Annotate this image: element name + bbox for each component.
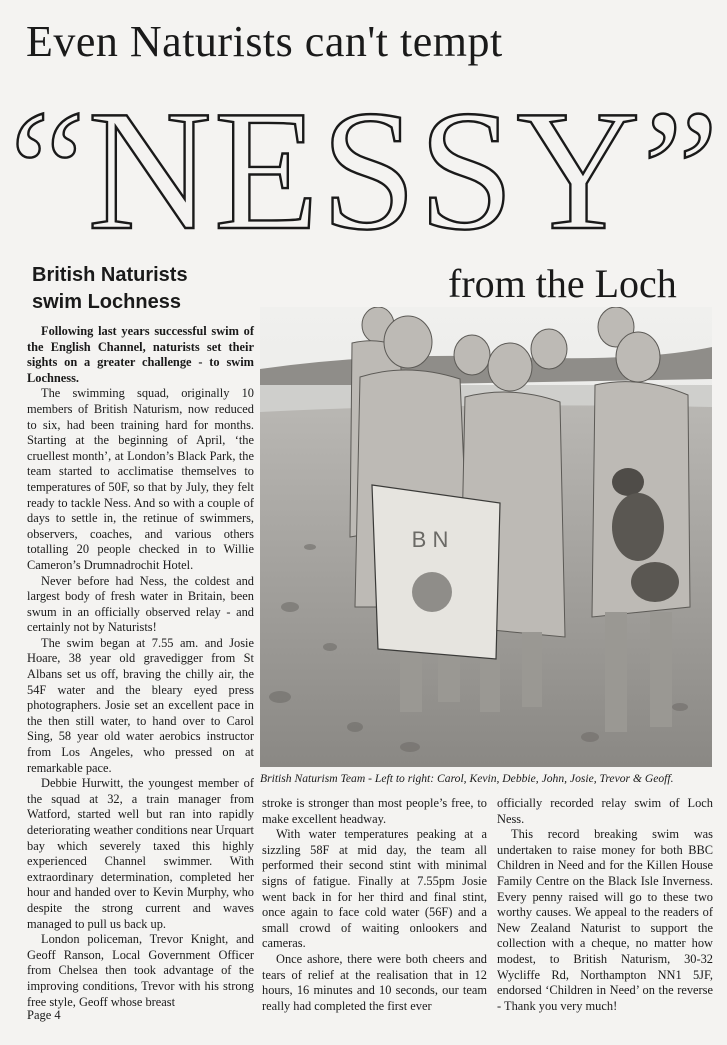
nessy-title	[8, 60, 723, 260]
nessy-title-graphic	[8, 60, 723, 260]
article-paragraph: Debbie Hurwitt, the youngest member of the squad at 32, a train manager from Watford, started well but ran into rapidly deteriorating weather conditions near Urquart bay which severely taxed this highly experienced Channel swimmer. With extraordinary determination, completed her hour and handed over to Kevin Murphy, who despite the strong current and waves managed to pull us back up.	[27, 776, 254, 931]
headline-line-2: swim Lochness	[32, 291, 181, 313]
photo-caption: British Naturism Team - Left to right: Carol, Kevin, Debbie, John, Josie, Trevor & Geoff.	[260, 772, 674, 785]
article-paragraph: This record breaking swim was undertaken to raise money for both BBC Children in Need and for the Killen House Family Centre on the Black Isle Inverness. Every penny raised will go to these two worthy causes. We appeal to the readers of New Zealand Naturist to support the collection with a cheque, no matter how modest, to British Naturism, 30-32 Wycliffe Rd, Northampton NN1 5JF, endorsed ‘Children in Need’ on the reverse - Thank you very much!	[497, 827, 713, 1013]
article-paragraph: The swim began at 7.55 am. and Josie Hoare, 38 year old gravedigger from St Albans set us off, braving the chilly air, the 54F water and the bleary eyed press photographers. Josie set an excellent pace in the then still water, to hand over to Carol Sing, 58 year old water aerobics instructor from Los Angeles, who pressed on at remarkable pace.	[27, 635, 254, 775]
headline-line-1: British Naturists	[32, 264, 188, 286]
article-paragraph: London policeman, Trevor Knight, and Geoff Ranson, Local Government Officer from Chelsea then took advantage of the improving conditions, Trevor with his strong free style, Geoff whose breast	[27, 932, 254, 1009]
bn-flag	[372, 485, 500, 659]
article-paragraph: With water temperatures peaking at a sizzling 58F at mid day, the team all performed their second stint with minimal signs of fatigue. Finally at 7.55pm Josie went back in for her third and final stint, once again to face cold water (56F) and a small crowd of waiting onlookers and cameras.	[262, 827, 487, 951]
article-paragraph: officially recorded relay swim of Loch Ness.	[497, 796, 713, 826]
article-headline	[32, 262, 262, 316]
article-column-2	[262, 796, 487, 1014]
article-column-1	[27, 324, 254, 1010]
flag-sun-emblem	[412, 572, 452, 612]
article-lead: Following last years successful swim of the English Channel, naturists set their sights on a greater challenge - to swim Lochness.	[27, 324, 254, 385]
kicker-headline: Even Naturists can't tempt	[26, 17, 503, 66]
subheadline: from the Loch	[448, 261, 677, 306]
flag-letters: B N	[411, 527, 449, 552]
team-photo	[260, 307, 712, 767]
article-paragraph: Never before had Ness, the coldest and largest body of fresh water in Britain, been swum in an officially observed relay - and certainly not by Naturists!	[27, 573, 254, 635]
article-paragraph: stroke is stronger than most people’s free, to make excellent headway.	[262, 796, 487, 826]
article-column-3	[497, 796, 713, 1014]
page-number: Page 4	[27, 1008, 61, 1022]
team-photo-graphic	[260, 307, 712, 767]
nessy-title-text: “NESSY”	[9, 76, 721, 260]
article-paragraph: Once ashore, there were both cheers and tears of relief at the realisation that in 12 hours, 16 minutes and 10 seconds, our team really had completed the first ever	[262, 951, 487, 1013]
article-paragraph: The swimming squad, originally 10 members of British Naturism, now reduced to six, had been training hard for months. Starting at the beginning of April, ‘the cruellest month’, at London’s Black Park, the team started to acclimatise themselves to temperatures of 50F, so that by July, they felt ready to tackle Ness. And so with a couple of days to settle in, the retinue of swimmers, observers, coaches, and various others totalling 20 people checked in to Willie Cameron’s Drumnadrochit Hotel.	[27, 386, 254, 572]
